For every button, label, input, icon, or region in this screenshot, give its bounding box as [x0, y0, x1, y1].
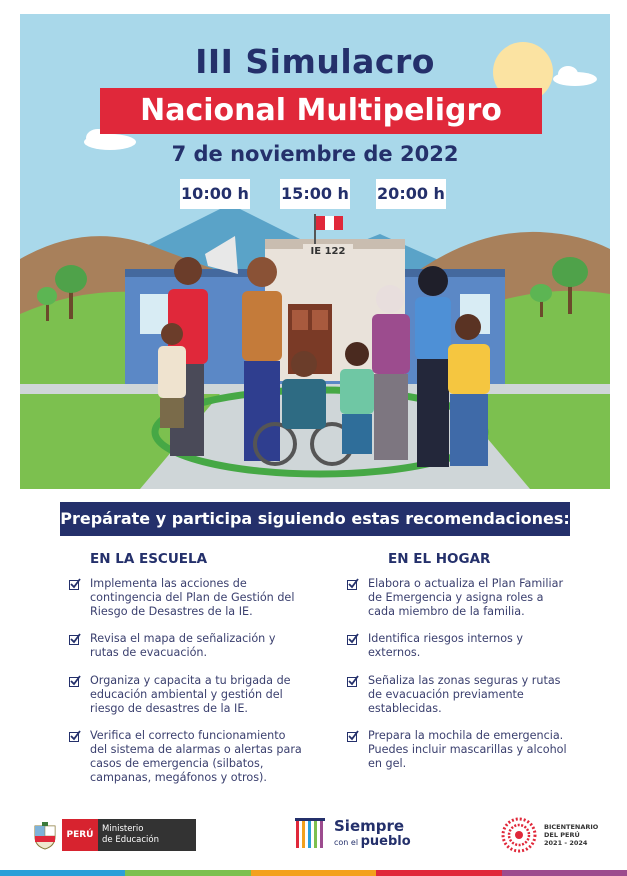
checkbox-icon	[69, 675, 81, 687]
peru-label: PERÚ	[62, 819, 98, 851]
coat-of-arms-icon	[32, 822, 58, 850]
time-badge-1: 10:00 h	[180, 179, 250, 209]
home-item-text: Identifica riesgos internos y externos.	[368, 632, 524, 659]
slogan-pueblo: pueblo	[360, 834, 411, 849]
home-item-text: Prepara la mochila de emergencia. Puedes incluir mascarillas y alcohol en gel.	[368, 729, 567, 770]
checkbox-icon	[69, 633, 81, 645]
home-item-3	[344, 674, 574, 716]
bicentenario-line-2: DEL PERÚ	[544, 831, 580, 839]
school-item-1	[66, 577, 306, 619]
school-item-3	[66, 674, 306, 716]
checkbox-icon	[347, 633, 359, 645]
school-column-title: EN LA ESCUELA	[90, 551, 208, 567]
title-line-2: Nacional Multipeligro	[100, 88, 542, 134]
slogan-con-el: con el	[334, 838, 359, 847]
home-item-2	[344, 632, 574, 660]
footer-color-strip	[0, 870, 627, 876]
ministry-line-2: de Educación	[102, 835, 159, 845]
school-item-text: Verifica el correcto funcionamiento del sistema de alarmas o alertas para casos de emergencia (silbatos, campanas, megáfonos y otros).	[90, 729, 302, 784]
checkbox-icon	[347, 675, 359, 687]
slogan-line-2	[334, 836, 411, 849]
home-item-4	[344, 729, 574, 771]
bicentenario-line-1: BICENTENARIO	[544, 823, 599, 831]
bicentenario-icon	[500, 816, 538, 854]
bicentenario-label	[544, 823, 598, 847]
bicentenario-line-3: 2021 - 2024	[544, 839, 588, 847]
checkbox-icon	[69, 730, 81, 742]
home-item-text: Elabora o actualiza el Plan Familiar de Emergencia y asigna roles a cada miembro de la familia.	[368, 577, 564, 618]
checkbox-icon	[347, 578, 359, 590]
school-sign: IE 122	[303, 244, 353, 260]
home-item-1	[344, 577, 574, 619]
slogan-line-1: Siempre	[334, 817, 405, 835]
event-date: 7 de noviembre de 2022	[171, 142, 459, 166]
time-badge-2: 15:00 h	[280, 179, 350, 209]
time-badge-3: 20:00 h	[376, 179, 446, 209]
home-item-text: Señaliza las zonas seguras y rutas de evacuación previamente establecidas.	[368, 674, 561, 715]
recommendations-banner: Prepárate y participa siguiendo estas recomendaciones:	[60, 502, 570, 536]
school-item-text: Implementa las acciones de contingencia del Plan de Gestión del Riesgo de Desastres de la IE.	[90, 577, 295, 618]
school-item-text: Organiza y capacita a tu brigada de educación ambiental y gestión del riesgo de desastres de la IE.	[90, 674, 291, 715]
checkbox-icon	[69, 578, 81, 590]
school-item-2	[66, 632, 306, 660]
hero-illustration	[20, 14, 610, 489]
home-column-title: EN EL HOGAR	[388, 551, 491, 567]
ministry-line-1: Ministerio	[102, 824, 144, 834]
checkbox-icon	[347, 730, 359, 742]
title-line-1: III Simulacro	[195, 42, 435, 81]
ministry-label	[98, 819, 196, 851]
school-item-4	[66, 729, 306, 785]
siempre-pueblo-icon	[295, 816, 331, 852]
school-item-text: Revisa el mapa de señalización y rutas de evacuación.	[90, 632, 276, 659]
